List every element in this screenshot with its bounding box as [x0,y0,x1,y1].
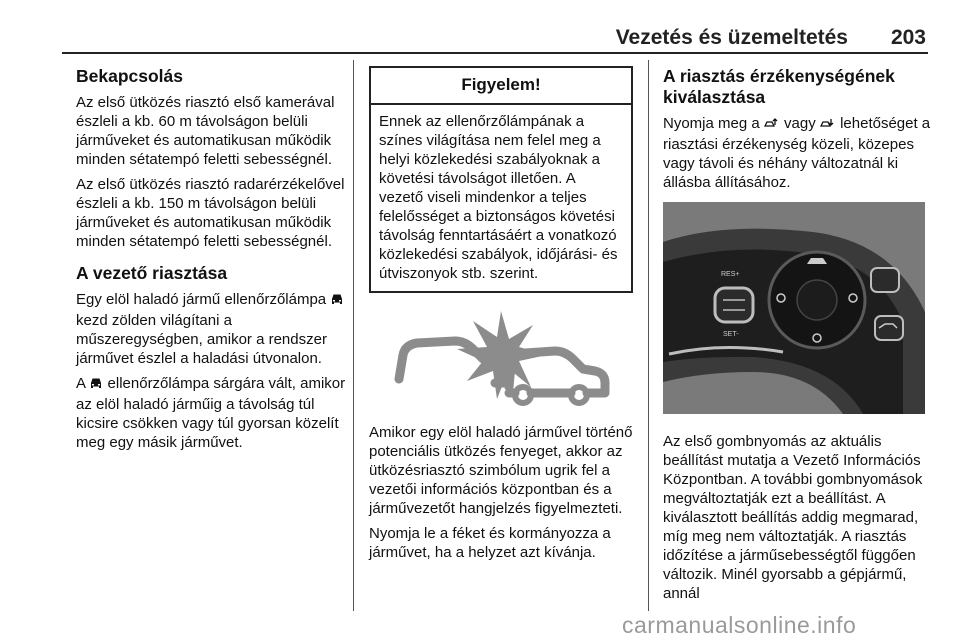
set-label: SET- [723,331,739,338]
warning-text: Ennek az ellenőrzőlámpának a színes világítása nem felel meg a helyi közlekedési szabályoknak a követési távolságot illetően. A vezető viseli mindenkor a teljes felelősséget a biztonságos követési távolság fenntartásáért a vonatkozó közlekedési szabályok, időjárási- és útviszonyok stb. szerint. [379,113,618,282]
paragraph-collision-alert: Amikor egy elöl haladó járművel történő potenciális ütközés fenyeget, akkor az ütközésriasztó szimbólum ugrik fel a vezetői információs központban és a járművezetőt hangjelzés figyelmezteti. [369,424,633,517]
paragraph-green-lamp-start: Egy elöl haladó jármű ellenőrzőlámpa [76,291,327,308]
paragraph-button-presses: Az első gombnyomás az aktuális beállítást mutatja a Vezető Információs Központban. A további gombnyomások megváltoztatják ezt a beállítást. A kiválasztott beállítás addig megmarad, míg meg nem változtatják. A riasztás időzítése a járműsebességtől függően változik. Minél gyorsabb a gépjármű, annál [663,433,923,602]
steering-wheel-controls-photo [663,202,925,414]
paragraph-press-buttons [663,114,933,192]
warning-box [369,66,633,293]
paragraph-press-mid: vagy [784,115,816,132]
section-heading-activation: Bekapcsolás [76,66,184,86]
column-left [76,66,346,458]
watermark: carmanualsonline.info [622,612,857,638]
sensitivity-up-icon [764,116,780,135]
warning-title: Figyelem! [371,68,631,105]
res-label: RES+ [721,271,740,278]
column-right [663,66,933,609]
paragraph-brake: Nyomja le a féket és kormányozza a járművet, ha a helyzet azt kívánja. [369,525,611,561]
paragraph-press-end: lehetőséget a riasztási érzékenység közeli, közepes vagy távoli és néhány változatnál ki állásba állításához. [663,115,931,191]
paragraph-radar: Az első ütközés riasztó radarérzékelővel észleli a kb. 150 m távolságon belüli járműveket és automatikusan működik minden sétatempó feletti sebességnél. [76,176,345,250]
vehicle-ahead-icon [330,292,344,311]
paragraph-yellow-lamp-end: ellenőrzőlámpa sárgára vált, amikor az elöl haladó járműig a távolság túl kicsire csökken vagy túl gyorsan közelít meg egy másik járművet. [76,375,346,451]
paragraph-press-start: Nyomja meg a [663,115,760,132]
page-number: 203 [890,26,926,49]
column-divider-right [648,60,649,611]
paragraph-camera: Az első ütközés riasztó első kamerával észleli a kb. 60 m távolságon belüli járműveket és automatikusan működik minden sétatempó feletti sebességnél. [76,94,335,168]
section-heading-driver-alert: A vezető riasztása [76,263,228,283]
column-middle [369,66,633,568]
page-header-title: Vezetés és üzemeltetés [615,26,848,49]
vehicle-ahead-icon [89,376,103,395]
page-header [62,24,928,54]
column-divider-left [353,60,354,611]
paragraph-yellow-lamp [76,374,346,452]
collision-warning-illustration [369,303,633,413]
paragraph-yellow-lamp-start: A [76,375,86,392]
paragraph-green-lamp-end: kezd zölden világítani a műszeregységben, amikor a rendszer járművet észlel a haladási útvonalon. [76,312,327,367]
section-heading-sensitivity: A riasztás érzékenységének kiválasztása [663,66,895,107]
paragraph-green-lamp [76,290,346,368]
sensitivity-down-icon [820,116,836,135]
